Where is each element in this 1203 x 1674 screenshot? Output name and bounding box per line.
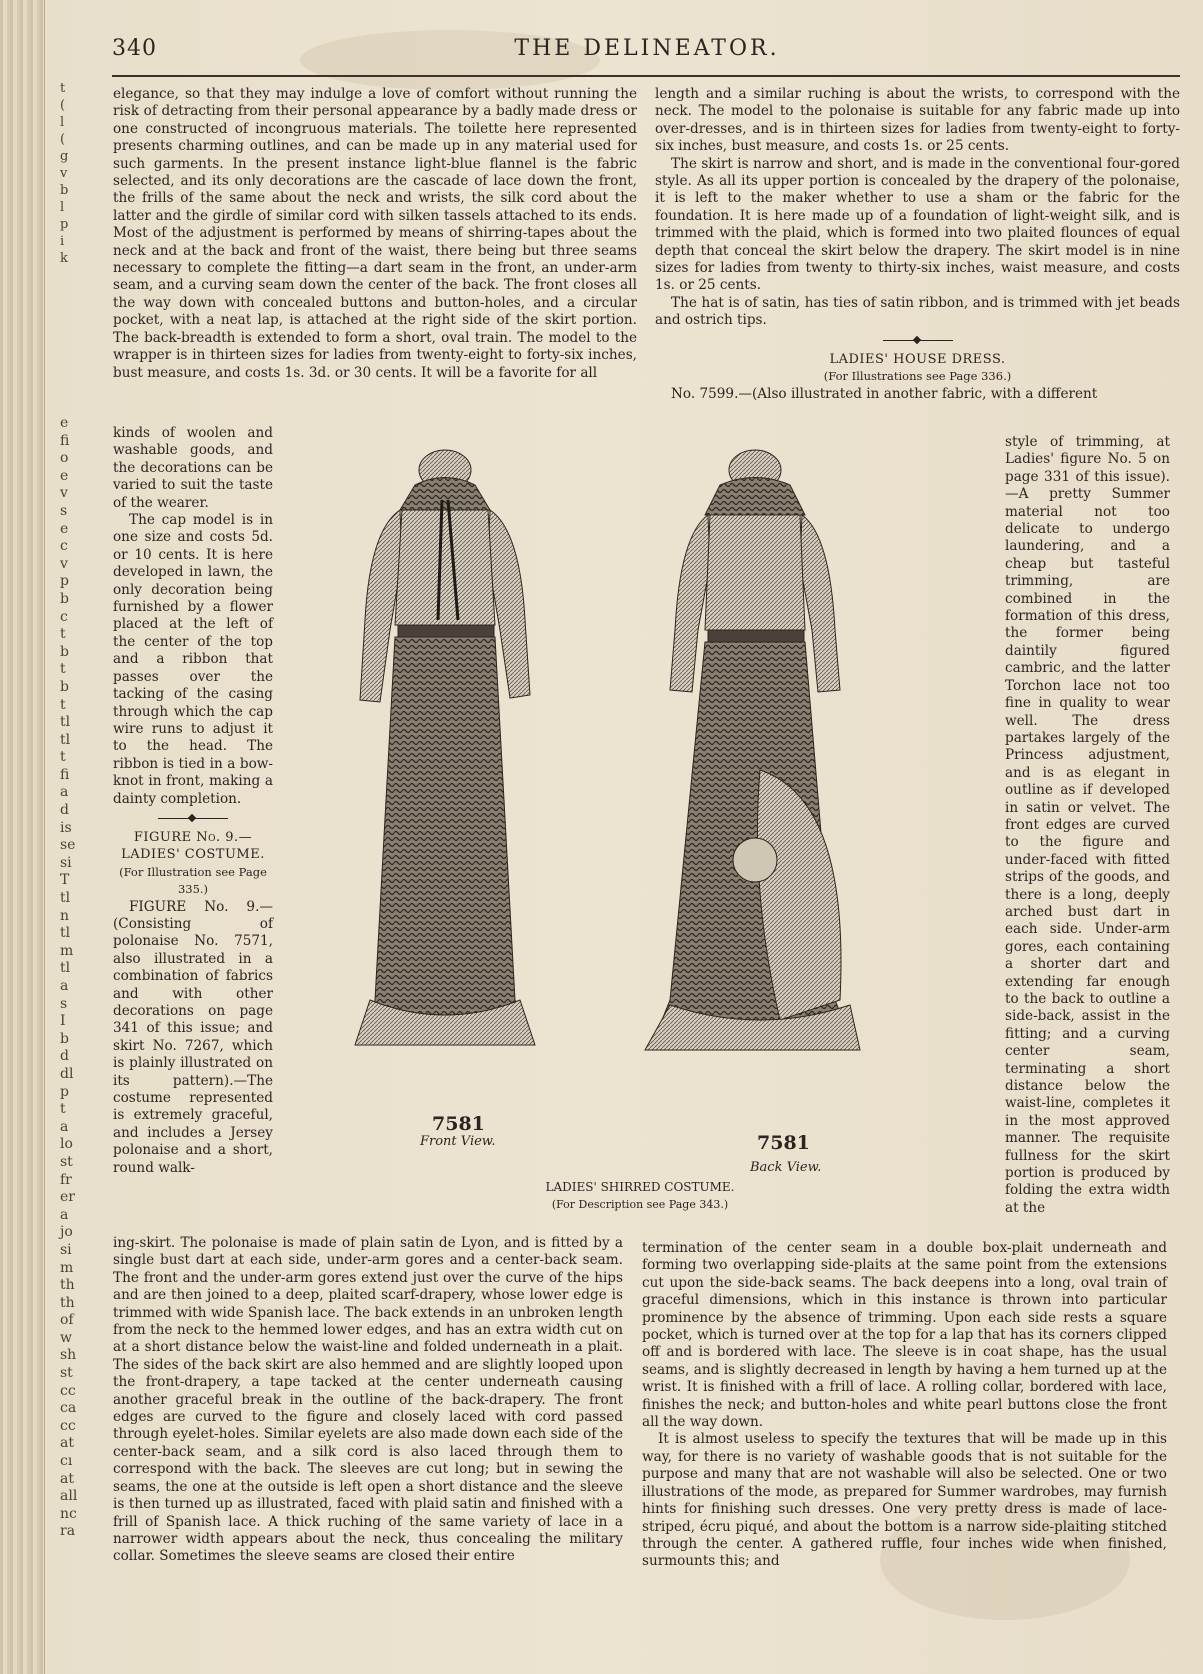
- figure-heading: FIGURE No. 9.—LADIES' COSTUME.: [121, 829, 265, 863]
- margin-letter: cc: [60, 1382, 76, 1399]
- back-view-figure: [645, 450, 860, 1050]
- column-narrow-right: [1005, 434, 1170, 1217]
- margin-letter: ra: [60, 1523, 76, 1540]
- margin-letter: tl: [60, 731, 71, 748]
- margin-letter: c: [60, 608, 68, 625]
- illustration-caption-sub: (For Description see Page 343.): [551, 1198, 729, 1211]
- margin-letter: t: [60, 81, 66, 96]
- margin-letter: si: [60, 1241, 72, 1258]
- margin-letter: e: [60, 520, 69, 537]
- margin-letter: cı: [60, 1453, 73, 1470]
- margin-letter: st: [60, 1365, 73, 1382]
- margin-letter: (: [60, 98, 66, 113]
- margin-letter: se: [60, 837, 76, 854]
- paragraph: elegance, so that they may indulge a love of comfort without running the risk of detracting from their personal appearance by a badly made dress or one constructed of incongruous materials. The toilette here represented presents charming outlines, and can be made up in any material used for such garments. In the present instance light-blue flannel is the fabric selected, and its only decorations are the cascade of lace down the front, the frills of the same about the neck and wrists, the silk cord about the latter and the girdle of similar cord with silken tassels attached to its ends. Most of the adjustment is performed by means of shirring-tapes about the neck and at the back and front of the waist, there being but three seams necessary to complete the fitting—a dart seam in the front, an under-arm seam, and a curving seam down the center of the back. The front closes all the way down with concealed buttons and button-holes, and a circular pocket, with a neat lap, is attached at the right side of the skirt portion. The back-breadth is extended to form a short, oval train. The model to the wrapper is in thirteen sizes for ladies from twenty-eight to forty-six inches, bust measure, and costs 1s. 3d. or 30 cents. It will be a favorite for all: [113, 86, 637, 381]
- margin-letter: o: [60, 450, 69, 467]
- illustration-caption: LADIES' SHIRRED COSTUME.: [545, 1180, 735, 1194]
- section-separator: [883, 340, 953, 341]
- margin-letter: st: [60, 1153, 73, 1170]
- front-pattern-number: 7581: [432, 1113, 485, 1135]
- margin-letter: tl: [60, 890, 71, 907]
- margin-letter: l: [60, 200, 65, 215]
- margin-letter: (: [60, 132, 66, 147]
- margin-letter: i: [60, 234, 65, 249]
- margin-letter: e: [60, 467, 69, 484]
- margin-letter: dl: [60, 1065, 74, 1082]
- margin-letter: v: [60, 485, 68, 502]
- column-right-top: [655, 86, 1180, 403]
- margin-letter: si: [60, 854, 72, 871]
- margin-letter: s: [60, 995, 68, 1012]
- paragraph: ing-skirt. The polonaise is made of plain satin de Lyon, and is fitted by a single bust dart at each side, under-arm gores and a center-back seam. The front and the under-arm gores extend just over the curve of the hips and are then joined to a deep, plaited scarf-drapery, whose lower edge is trimmed with wide Spanish lace. The back extends in an unbroken length from the neck to the hemmed lower edges, and has an extra width cut on at a short distance below the waist-line and folded underneath in a plait. The sides of the back skirt are also hemmed and are slightly looped upon the front-drapery, a tape tacked at the center underneath causing another graceful break in the outline of the back-drapery. The front edges are curved to the figure and closely laced with cord passed through eyelet-holes. Similar eyelets are also made down each side of the center-back seam, and a silk cord is also laced through them to correspond with the back. The sleeves are cut long; but in sewing the seams, the one at the outside is left open a short distance and the sleeve is then turned up as illustrated, faced with plaid satin and finished with a frill of Spanish lace. A thick ruching of the same variety of lace in a narrower width appears about the neck, thus concealing the military collar. Sometimes the sleeve seams are closed their entire: [113, 1235, 623, 1565]
- margin-letter: at: [60, 1435, 74, 1452]
- paragraph: style of trimming, at Ladies' figure No. 5 on page 331 of this issue).—A pretty Summer material not too delicate to undergo laundering, and a cheap but tasteful trimming, are combined in the formation of this dress, the former being daintily figured cambric, and the latter Torchon lace not too fine in quality to wear well. The dress partakes largely of the Princess adjustment, and is as elegant in outline as if developed in satin or velvet. The front edges are curved to the figure and under-faced with fitted strips of the goods, and there is a long, deeply arched bust dart in each side. Under-arm gores, each containing a shorter dart and extending far enough to the back to outline a side-back, assist in the fitting; and a curving center seam, terminating a short distance below the waist-line, completes it in the most approved manner. The requisite fullness for the skirt portion is produced by folding the extra width at the: [1005, 434, 1170, 1216]
- margin-letter: th: [60, 1277, 75, 1294]
- margin-letter: m: [60, 1259, 74, 1276]
- margin-letter: a: [60, 784, 69, 801]
- margin-letter: d: [60, 802, 69, 819]
- page-number: 340: [112, 36, 157, 61]
- margin-letter: fr: [60, 1171, 72, 1188]
- margin-letter: b: [60, 183, 69, 198]
- margin-letter: t: [60, 661, 66, 678]
- margin-letter: a: [60, 1118, 69, 1135]
- paragraph: kinds of woolen and washable goods, and the decorations can be varied to suit the taste of the wearer.: [113, 425, 273, 511]
- section-heading: LADIES' HOUSE DRESS.: [829, 351, 1006, 367]
- paragraph-lead: No. 7599.—(Also illustrated in another fabric, with a different: [671, 385, 1098, 402]
- margin-letter: t: [60, 626, 66, 643]
- paragraph: FIGURE No. 9.—(Consisting of polonaise No. 7571, also illustrated in a combination of fabrics and with other decorations on page 341 of this issue; and skirt No. 7267, which is plainly illustrated on its pattern).—The costume represented is extremely graceful, and includes a Jersey polonaise and a short, round walk-: [113, 898, 273, 1176]
- margin-letter: th: [60, 1294, 75, 1311]
- margin-letter: b: [60, 590, 69, 607]
- margin-letter: nc: [60, 1505, 77, 1522]
- margin-letter: m: [60, 942, 74, 959]
- paragraph: termination of the center seam in a double box-plait underneath and forming two overlapping side-plaits at the same point from the extensions cut upon the side-back seams. The back deepens into a long, oval train of graceful dimensions, which in this instance is thrown into particular prominence by the absence of trimming. Upon each side rests a square pocket, which is turned over at the top for a lap that has its corners clipped off and is bordered with lace. The sleeve is in coat shape, has the usual seams, and is slightly decreased in length by having a hem turned up at the wrist. It is finished with a frill of lace. A rolling collar, bordered with lace, finishes the neck; and button-holes and white pearl buttons close the front all the way down.: [642, 1240, 1167, 1431]
- margin-letter: v: [60, 166, 68, 181]
- margin-letter: p: [60, 1083, 69, 1100]
- paragraph: It is almost useless to specify the textures that will be made up in this way, for there is no variety of washable goods that is not suitable for the purpose and many that are not washable will also be selected. One or two illustrations of the mode, as prepared for Summer wardrobes, may furnish hints for finishing such dresses. One very pretty dress is made of lace-striped, écru piqué, and about the bottom is a narrow side-plaiting stitched through the center. A gathered ruffle, four inches wide when finished, surmounts this; and: [642, 1431, 1167, 1570]
- margin-letter: e: [60, 415, 69, 431]
- front-view-label: Front View.: [420, 1134, 496, 1149]
- paragraph: length and a similar ruching is about the wrists, to correspond with the neck. The model to the polonaise is suitable for any fabric made up into over-dresses, and is in thirteen sizes for ladies from twenty-eight to forty-six inches, bust measure, and costs 1s. or 25 cents.: [655, 86, 1180, 155]
- back-pattern-number: 7581: [757, 1132, 810, 1154]
- front-view-figure: [355, 450, 535, 1045]
- margin-letter: s: [60, 502, 68, 519]
- margin-letter: b: [60, 1030, 69, 1047]
- margin-letters-top: [60, 80, 76, 267]
- margin-letter: d: [60, 1048, 69, 1065]
- margin-letter: v: [60, 555, 68, 572]
- margin-letter: jo: [60, 1224, 73, 1241]
- paragraph: The cap model is in one size and costs 5d. or 10 cents. It is here developed in lawn, the only decoration being furnished by a flower placed at the left of the center of the top and a ribbon that passes over the tacking of the casing through which the cap wire runs to adjust it to the head. The ribbon is tied in a bow-knot in front, making a dainty completion.: [113, 512, 273, 807]
- margin-letter: w: [60, 1329, 72, 1346]
- margin-letter: b: [60, 678, 69, 695]
- margin-letters-low: [60, 415, 78, 1541]
- column-left-bottom: [113, 1235, 623, 1566]
- section-subheading: (For Illustrations see Page 336.): [823, 369, 1012, 384]
- margin-letter: I: [60, 1013, 66, 1030]
- margin-letter: t: [60, 749, 66, 766]
- margin-letter: c: [60, 538, 68, 555]
- margin-letter: is: [60, 819, 72, 836]
- header-rule: [112, 75, 1180, 77]
- margin-letter: ca: [60, 1400, 77, 1417]
- margin-letter: k: [60, 251, 68, 266]
- margin-letter: fi: [60, 766, 70, 783]
- page-header: [112, 34, 1182, 76]
- margin-letter: cc: [60, 1417, 76, 1434]
- previous-pages-edge: [0, 0, 45, 1674]
- margin-letter: g: [60, 149, 69, 164]
- margin-letter: l: [60, 115, 65, 130]
- margin-letter: t: [60, 1101, 66, 1118]
- margin-letter: t: [60, 696, 66, 713]
- margin-letter: at: [60, 1470, 74, 1487]
- margin-letter: b: [60, 643, 69, 660]
- margin-letter: T: [60, 872, 70, 889]
- margin-letter: a: [60, 1206, 69, 1223]
- margin-letter: a: [60, 978, 69, 994]
- paragraph: The hat is of satin, has ties of satin ribbon, and is trimmed with jet beads and ostrich tips.: [655, 294, 1180, 329]
- back-view-label: Back View.: [750, 1160, 822, 1175]
- paragraph: The skirt is narrow and short, and is made in the conventional four-gored style. As all its upper portion is concealed by the drapery of the polonaise, it is left to the maker whether to use a sham or the fabric for the foundation. It is here made up of a foundation of light-weight silk, and is trimmed with the plaid, which is formed into two plaited flounces of equal depth that conceal the skirt below the drapery. The skirt model is in nine sizes for ladies from twenty to thirty-six inches, waist measure, and costs 1s. or 25 cents.: [655, 155, 1180, 294]
- figure-subheading: (For Illustration see Page 335.): [119, 864, 267, 897]
- margin-letter: fi: [60, 432, 70, 449]
- section-separator: [158, 818, 228, 819]
- column-left-top: [113, 86, 637, 382]
- margin-letter: tl: [60, 925, 71, 942]
- margin-letter: lo: [60, 1136, 73, 1153]
- column-narrow-left: [113, 425, 273, 1177]
- margin-letter: of: [60, 1312, 74, 1329]
- column-right-bottom: [642, 1240, 1167, 1571]
- running-title: THE DELINEATOR.: [514, 36, 780, 61]
- margin-letter: tl: [60, 960, 71, 977]
- margin-letter: all: [60, 1488, 78, 1505]
- margin-letter: sh: [60, 1347, 77, 1364]
- costume-illustration: [330, 440, 950, 1140]
- margin-letter: p: [60, 217, 69, 232]
- margin-letter: tl: [60, 714, 71, 731]
- margin-letter: p: [60, 573, 69, 590]
- margin-letter: er: [60, 1189, 75, 1206]
- margin-letter: n: [60, 907, 70, 924]
